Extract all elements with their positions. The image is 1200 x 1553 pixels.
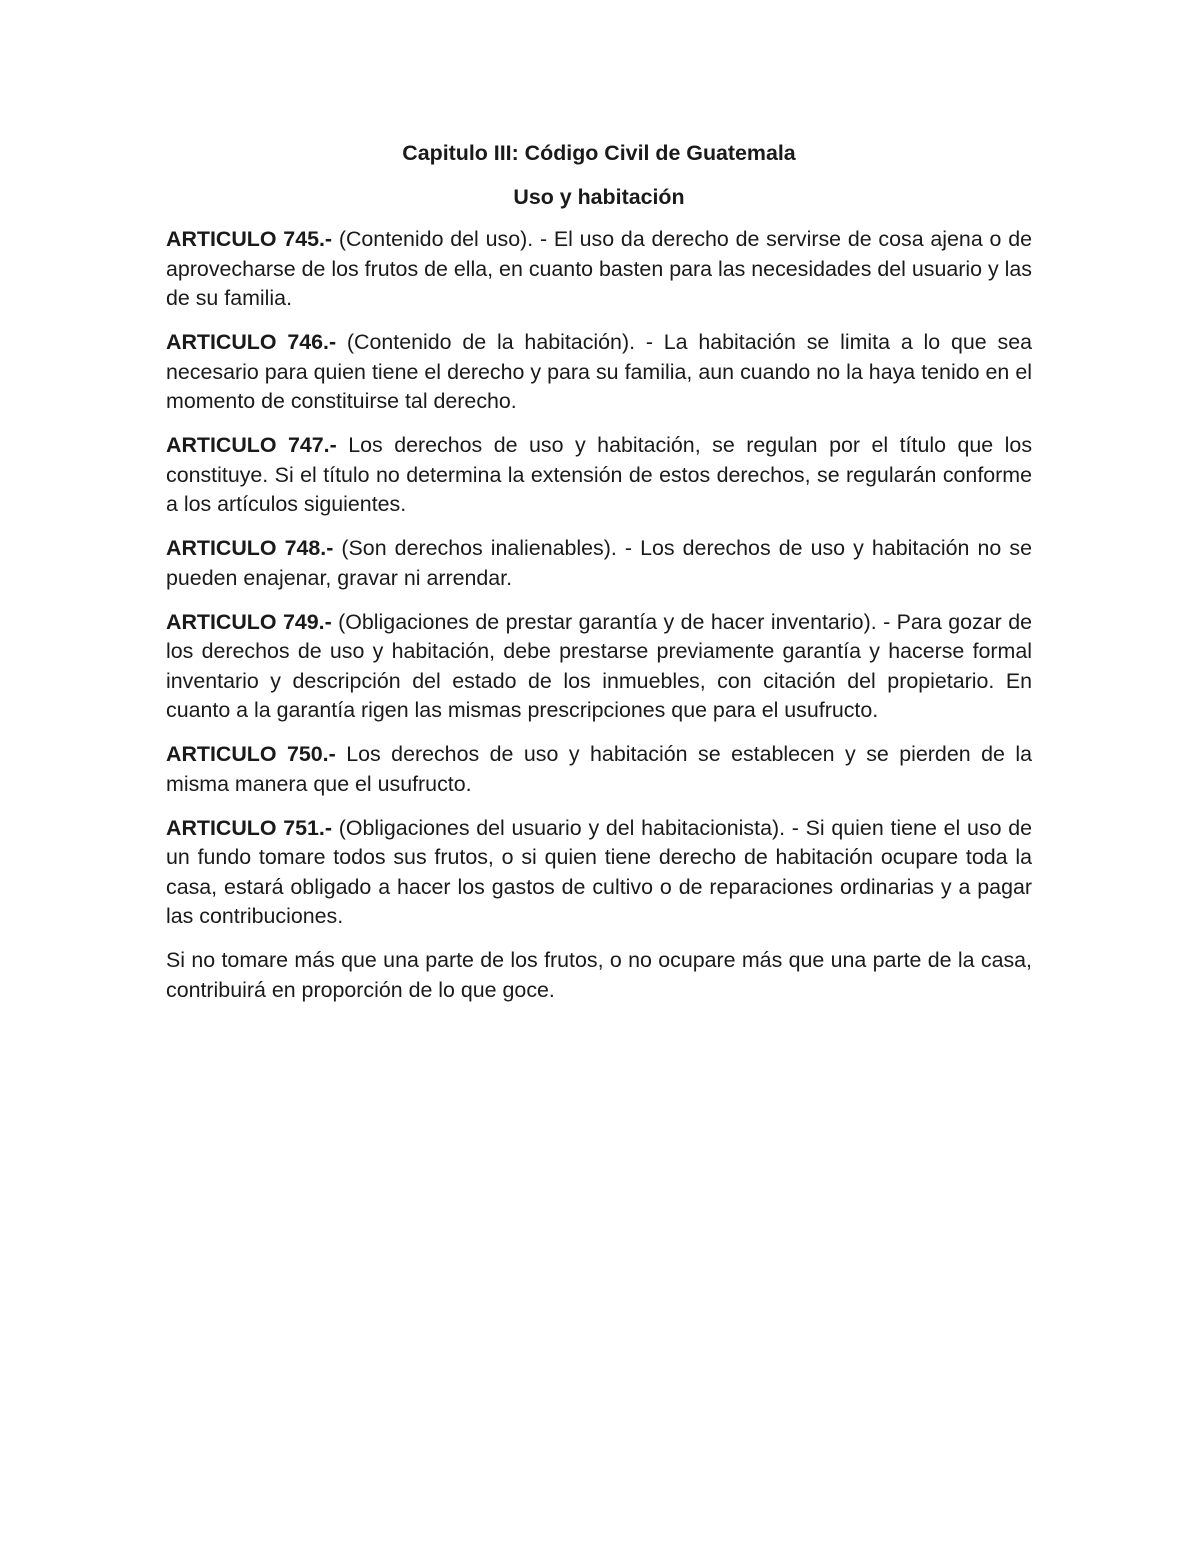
article-751 — [166, 814, 1032, 932]
article-750 — [166, 740, 1032, 799]
article-label: ARTICULO 751.- — [166, 815, 332, 840]
section-heading: Uso y habitación — [513, 185, 685, 209]
article-745 — [166, 225, 1032, 314]
article-label: ARTICULO 747.- — [166, 433, 337, 457]
article-text: (Obligaciones del usuario y del habitacionista). - Si quien tiene el uso de un fundo tomare todos sus frutos, o si quien tiene derecho de habitación ocupare toda la casa, estará obligado a hacer los gastos de cultivo o de reparaciones ordinarias y a pagar las contribuciones. — [166, 815, 1032, 928]
article-label: ARTICULO 748.- — [166, 536, 334, 560]
article-text: (Contenido del uso). - El uso da derecho de servirse de cosa ajena o de aprovecharse de los frutos de ella, en cuanto basten para las necesidades del usuario y las de su familia. — [166, 227, 1032, 310]
article-text: (Obligaciones de prestar garantía y de hacer inventario). - Para gozar de los derechos de uso y habitación, debe prestarse previamente garantía y hacerse formal inventario y descripción del estado de los inmuebles, con citación del propietario. En cuanto a la garantía rigen las mismas prescripciones que para el usufructo. — [166, 609, 1032, 722]
document-title: Capitulo III: Código Civil de Guatemala — [402, 141, 796, 165]
article-text: (Contenido de la habitación). - La habitación se limita a lo que sea necesario para quien tiene el derecho y para su familia, aun cuando no la haya tenido en el momento de constituirse tal derecho. — [166, 330, 1032, 413]
article-749 — [166, 608, 1032, 726]
article-text: Los derechos de uso y habitación se establecen y se pierden de la misma manera que el usufructo. — [166, 742, 1032, 796]
article-text: (Son derechos inalienables). - Los derechos de uso y habitación no se pueden enajenar, gravar ni arrendar. — [166, 536, 1032, 590]
closing-paragraph: Si no tomare más que una parte de los frutos, o no ocupare más que una parte de la casa, contribuirá en proporción de lo que goce. — [166, 948, 1032, 1002]
document-body — [166, 137, 1032, 1020]
article-label: ARTICULO 750.- — [166, 742, 336, 766]
article-text: Los derechos de uso y habitación, se regulan por el título que los constituye. Si el título no determina la extensión de estos derechos, se regularán conforme a los artículos siguientes. — [166, 433, 1033, 516]
article-label: ARTICULO 749.- — [166, 609, 332, 634]
article-748 — [166, 534, 1032, 593]
article-label: ARTICULO 745.- — [166, 227, 333, 251]
article-746 — [166, 328, 1032, 417]
article-label: ARTICULO 746.- — [166, 330, 337, 354]
article-747 — [166, 431, 1032, 520]
